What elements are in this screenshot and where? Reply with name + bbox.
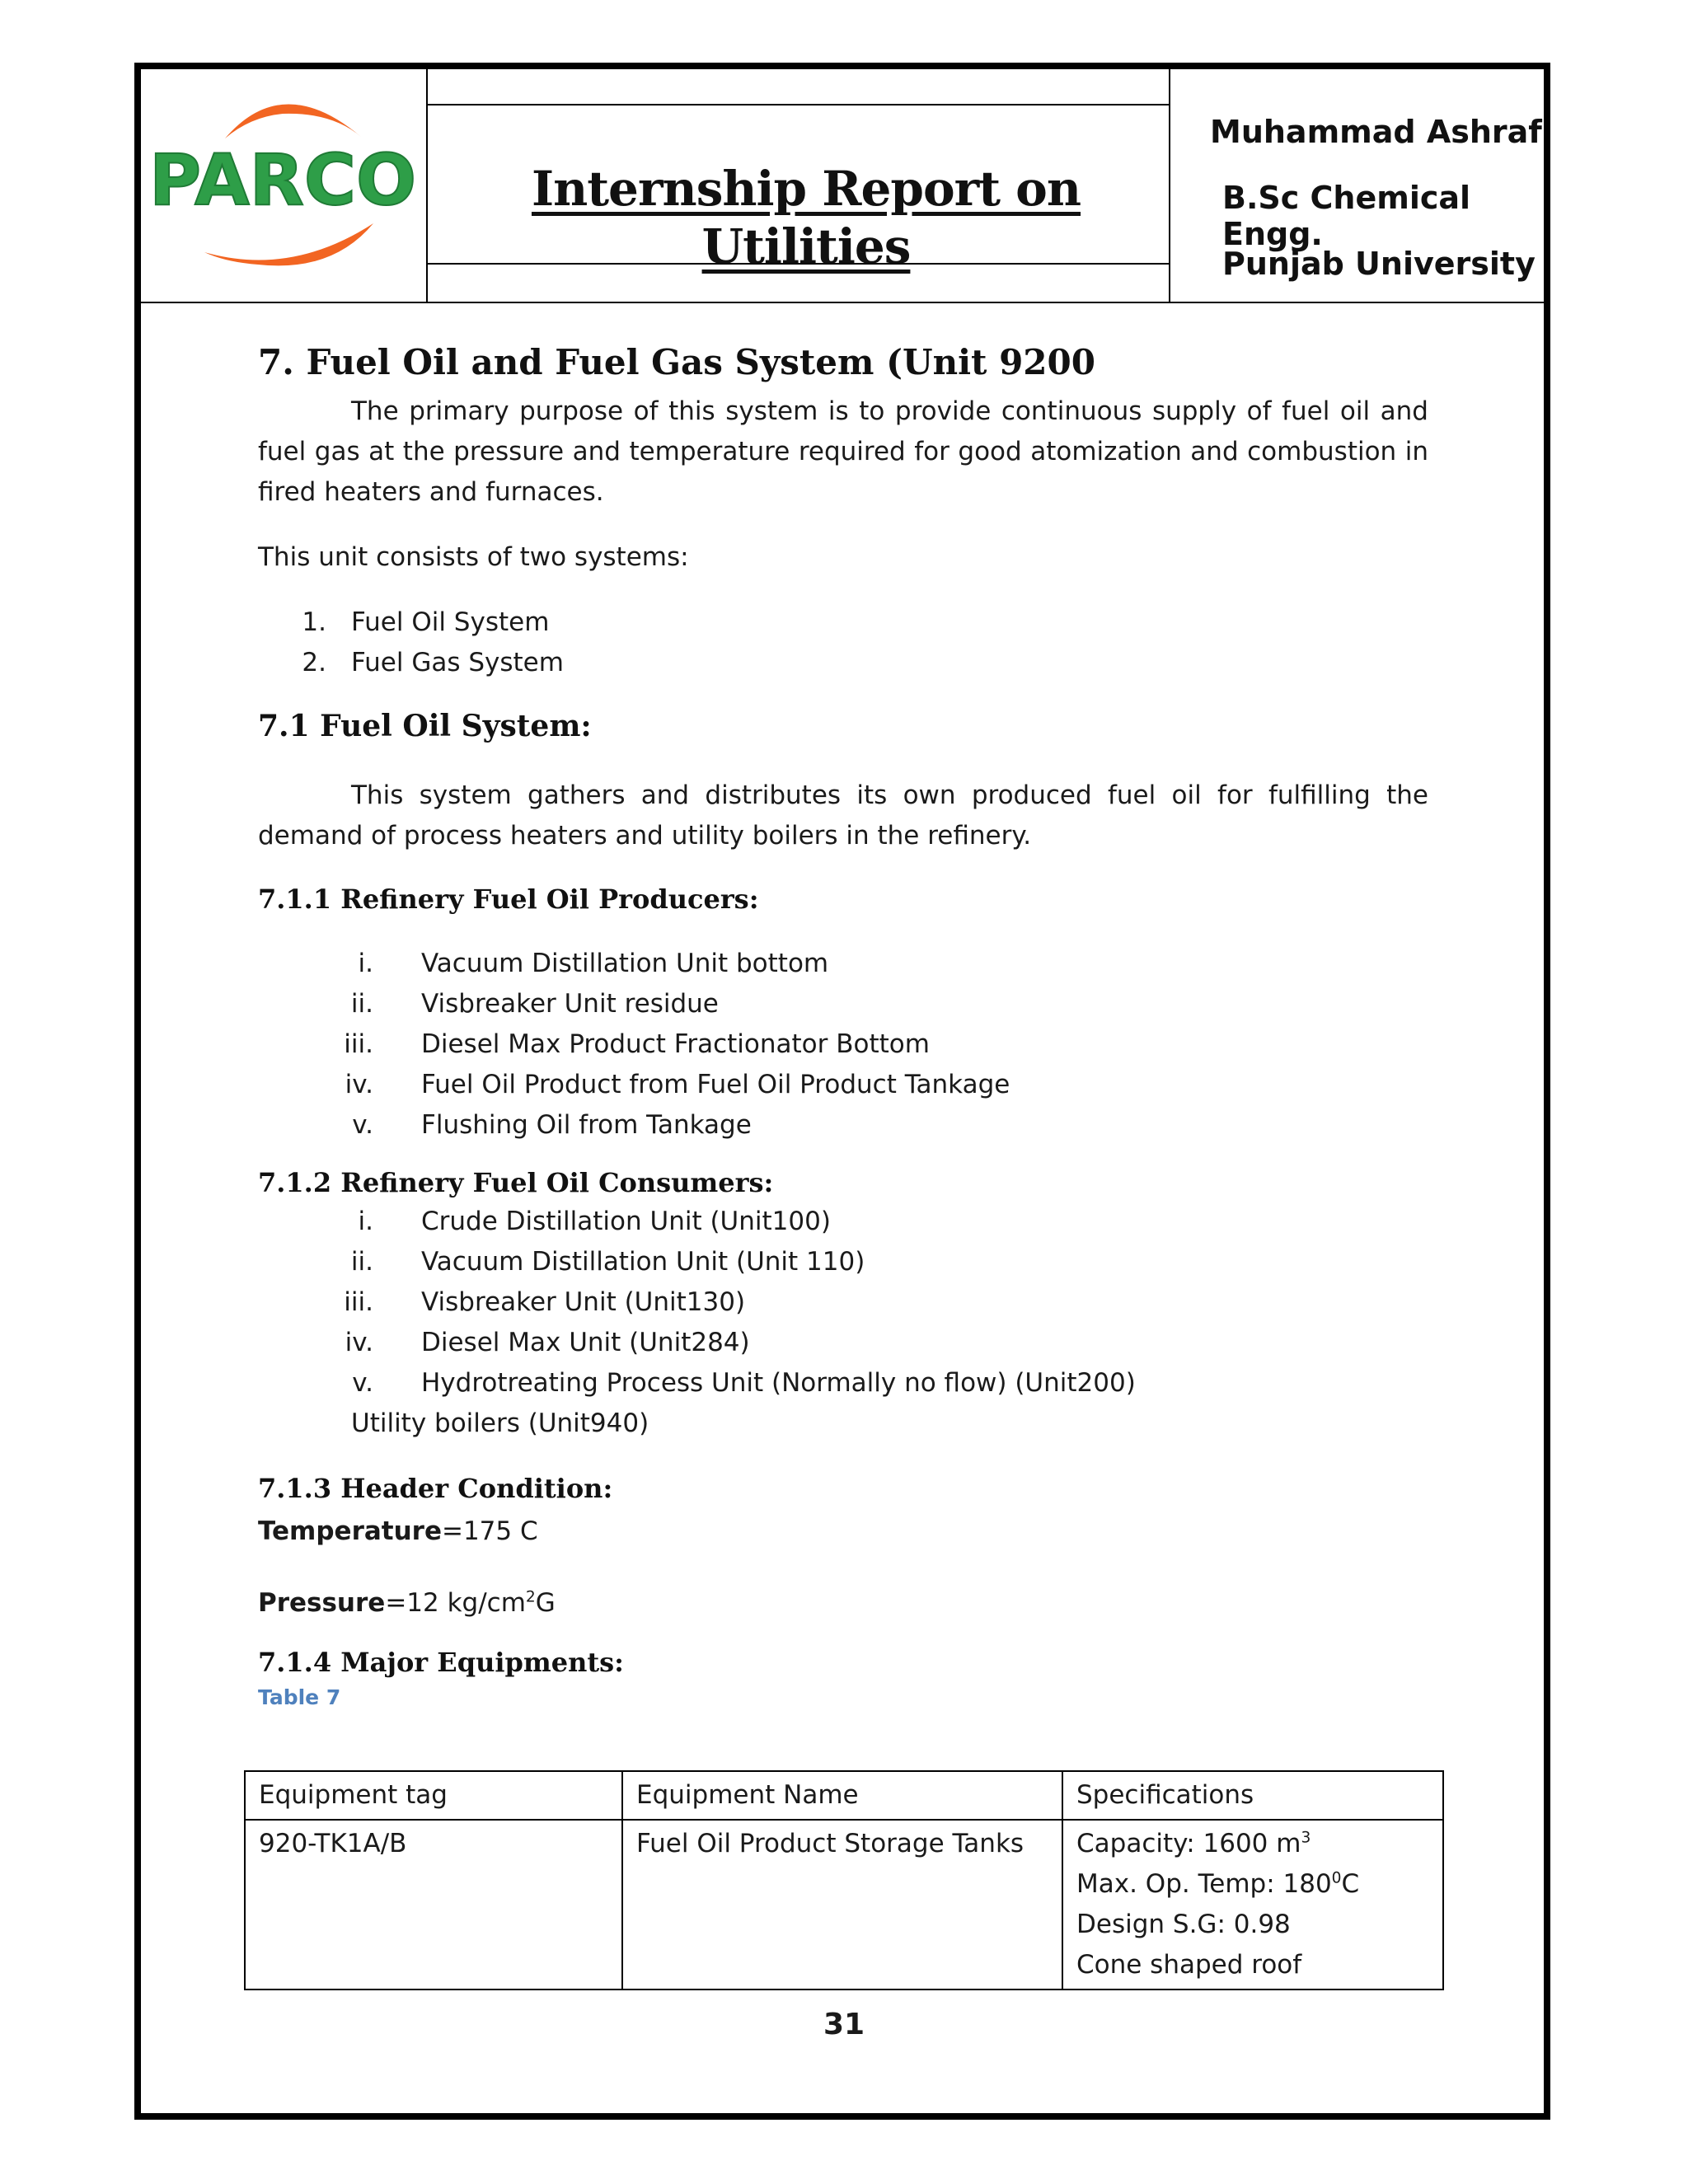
subsection-heading: 7.1.1 Refinery Fuel Oil Producers: (258, 883, 759, 915)
list-extra-item: Utility boilers (Unit940) (351, 1408, 649, 1438)
header-divider (141, 302, 1544, 303)
svg-text:PARCO: PARCO (148, 139, 417, 222)
pressure-line: Pressure=12 $kg/cm^2G$ (258, 1588, 556, 1618)
equipment-tag: 920-TK1A/B (245, 1820, 622, 1990)
page-content (258, 334, 1428, 1713)
list-item: 1. Fuel Oil System (302, 607, 550, 637)
list-item: v. Flushing Oil from Tankage (352, 1110, 752, 1140)
parco-logo (148, 79, 417, 277)
author-degree: B.Sc Chemical Engg. (1222, 180, 1471, 252)
equipment-name: Fuel Oil Product Storage Tanks (622, 1820, 1062, 1990)
parco-logo-icon (148, 79, 417, 277)
subsection-heading: 7.1.4 Major Equipments: (258, 1647, 624, 1678)
section-paragraph: This system gathers and distributes its own produced fuel oil for fulfilling the demand of process heaters and utility boilers in the refinery. (258, 780, 1428, 851)
list-item: i. Vacuum Distillation Unit bottom (358, 949, 829, 978)
list-item: ii. Vacuum Distillation Unit (Unit 110) (350, 1247, 865, 1277)
section-paragraph: This unit consists of two systems: (258, 542, 689, 572)
table-caption: Table 7 (258, 1685, 341, 1709)
table-header-row (245, 1771, 1443, 1820)
consumers-list (258, 1202, 1428, 1404)
list-item: ii. Visbreaker Unit residue (350, 989, 719, 1019)
section-paragraph: The primary purpose of this system is to provide continuous supply of fuel oil and fuel gas at the pressure and temperature required for good atomization and combustion in fired heaters and furnaces. (258, 396, 1428, 507)
equipment-table (244, 1770, 1444, 1990)
author-university: Punjab University (1222, 246, 1536, 282)
subsection-heading: 7.1.2 Refinery Fuel Oil Consumers: (258, 1167, 774, 1198)
list-item: iv. Fuel Oil Product from Fuel Oil Product Tankage (345, 1070, 1010, 1099)
column-header: Equipment tag (245, 1771, 622, 1820)
header-divider (426, 104, 1170, 105)
list-item: v. Hydrotreating Process Unit (Normally no flow) (Unit200) (352, 1368, 1136, 1398)
list-item: i. Crude Distillation Unit (Unit100) (358, 1207, 831, 1236)
column-header: Equipment Name (622, 1771, 1062, 1820)
table-row (245, 1820, 1443, 1990)
list-item: iii. Visbreaker Unit (Unit130) (344, 1287, 746, 1317)
list-item: iii. Diesel Max Product Fractionator Bottom (344, 1029, 930, 1059)
report-header (134, 63, 1550, 303)
equipment-specs: Capacity: 1600 $m^3$ Max. Op. Temp: $180^0C$ Design S.G: 0.98 Cone shaped roof (1062, 1820, 1443, 1990)
subsection-heading: 7.1.3 Header Condition: (258, 1473, 613, 1504)
list-item: iv. Diesel Max Unit (Unit284) (345, 1328, 750, 1357)
report-title: Internship Report on Utilities (531, 161, 1081, 274)
producers-list (258, 944, 1428, 1146)
section-heading: 7.1 Fuel Oil System: (258, 709, 592, 743)
page-number: 31 (823, 2008, 865, 2041)
author-name: Muhammad Ashraf (1210, 114, 1542, 150)
section-heading: 7. Fuel Oil and Fuel Gas System (Unit 9200 (258, 342, 1095, 382)
temperature-line: Temperature=175 C (258, 1516, 538, 1546)
list-item: 2. Fuel Gas System (302, 648, 564, 677)
systems-list (258, 602, 1428, 683)
column-header: Specifications (1062, 1771, 1443, 1820)
